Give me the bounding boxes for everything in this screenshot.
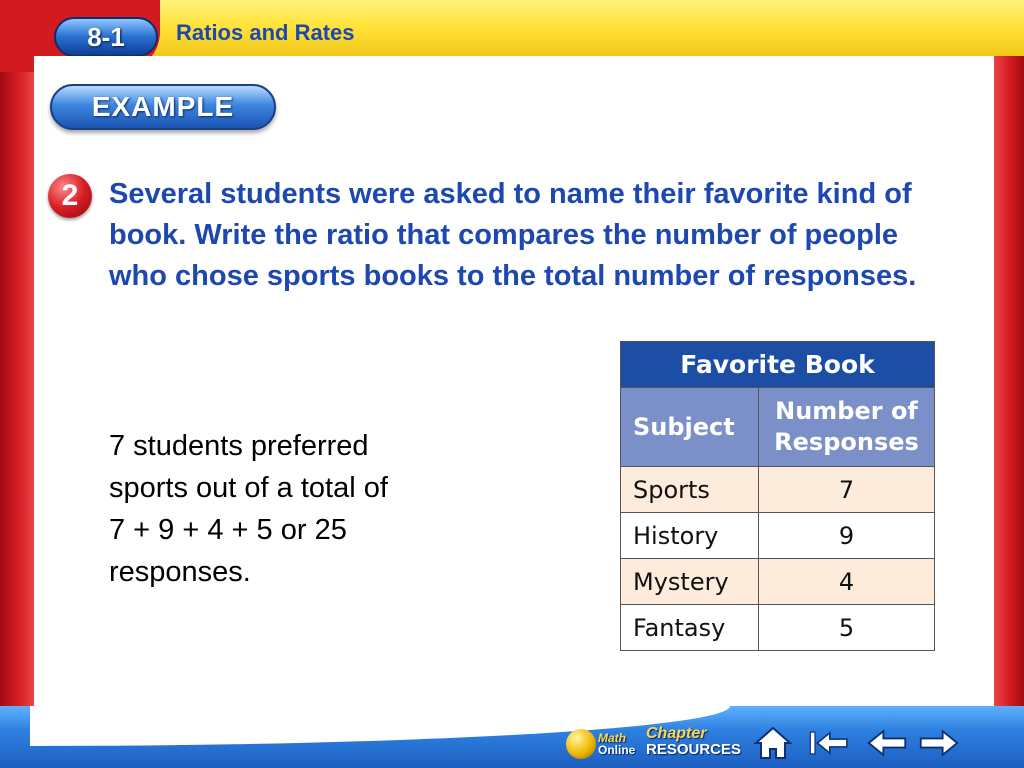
answer-line: responses.	[109, 556, 251, 588]
left-frame	[0, 0, 34, 768]
table-cell-subject: Fantasy	[621, 605, 759, 651]
example-label: EXAMPLE	[50, 84, 276, 130]
table-cell-subject: Sports	[621, 467, 759, 513]
math-online-label-bottom: Online	[598, 743, 636, 757]
table-cell-count: 5	[759, 605, 935, 651]
table-cell-count: 4	[759, 559, 935, 605]
chapter-resources-button[interactable]	[646, 726, 742, 762]
table-row	[621, 559, 935, 605]
lesson-badge: 8-1	[54, 17, 158, 57]
answer-line: sports out of a total of	[109, 472, 388, 504]
answer-line: 7 students preferred	[109, 430, 369, 462]
math-online-button[interactable]	[566, 724, 636, 764]
math-online-label-top: Math	[598, 731, 626, 745]
table-cell-count: 7	[759, 467, 935, 513]
first-slide-button[interactable]	[808, 724, 850, 762]
table-cell-subject: Mystery	[621, 559, 759, 605]
table-header-responses: Number of Responses	[759, 388, 935, 467]
next-slide-icon	[918, 725, 960, 761]
home-button[interactable]	[752, 724, 794, 762]
question-text: Several students were asked to name their favorite kind of book. Write the ratio that compares the number of people who chose sports books to the total number of responses.	[109, 178, 917, 292]
example-number-badge: 2	[48, 174, 92, 218]
table-row	[621, 605, 935, 651]
table-cell-count: 9	[759, 513, 935, 559]
chapter-resources-label-top: Chapter	[646, 725, 707, 742]
lesson-title: Ratios and Rates	[176, 20, 355, 45]
favorite-book-table	[620, 341, 935, 651]
previous-slide-icon	[866, 725, 908, 761]
table-title: Favorite Book	[621, 342, 935, 388]
table-row	[621, 513, 935, 559]
first-slide-icon	[808, 725, 850, 761]
globe-icon	[566, 729, 596, 759]
previous-slide-button[interactable]	[866, 724, 908, 762]
next-slide-button[interactable]	[918, 724, 960, 762]
table-header-subject: Subject	[621, 388, 759, 467]
right-frame	[994, 0, 1024, 768]
answer-line: 7 + 9 + 4 + 5 or 25	[109, 514, 347, 546]
chapter-resources-label-bottom: RESOURCES	[646, 741, 742, 758]
table-cell-subject: History	[621, 513, 759, 559]
home-icon	[753, 725, 793, 761]
table-row	[621, 467, 935, 513]
answer-text	[109, 425, 469, 593]
